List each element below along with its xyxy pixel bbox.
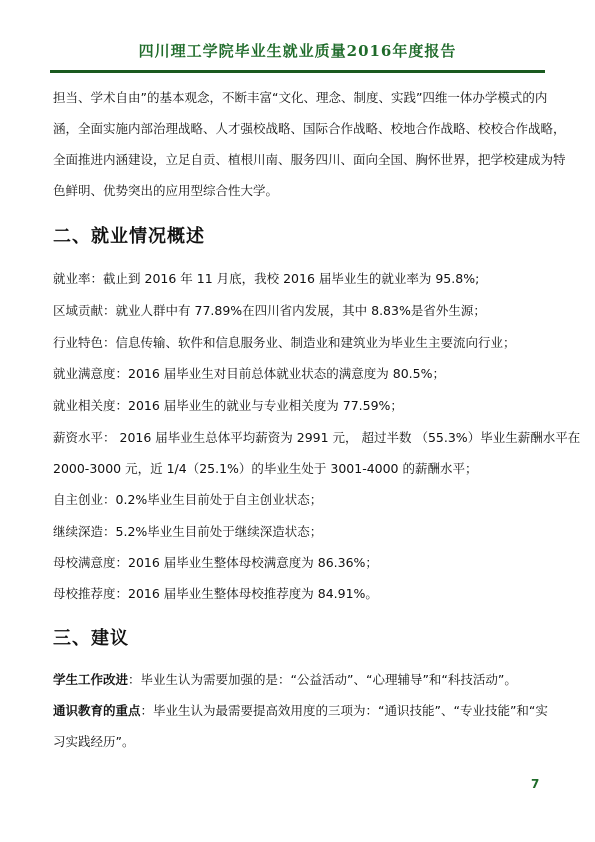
overview-item-text: 2016 届毕业生的就业与专业相关度为 77.59%；: [128, 398, 403, 413]
suggestion-item: [53, 701, 549, 719]
overview-item: [53, 428, 581, 446]
intro-line: 色鲜明、优势突出的应用型综合性大学。: [53, 183, 279, 198]
overview-item-text: 5.2%毕业生目前处于继续深造状态；: [115, 524, 323, 539]
overview-item-text: 就业人群中有 77.89%在四川省内发展，其中 8.83%是省外生源；: [115, 303, 486, 318]
overview-item-label: 薪资水平：: [53, 430, 116, 445]
overview-item-text: 2016 届毕业生整体母校推荐度为 84.91%。: [128, 586, 378, 601]
intro-line: 全面推进内涵建设，立足自贡、植根川南、服务四川、面向全国、胸怀世界，把学校建成为特: [53, 152, 566, 167]
overview-item: [53, 333, 549, 351]
overview-item-text: 2016 届毕业生整体母校满意度为 86.36%；: [128, 555, 378, 570]
overview-item-text: 0.2%毕业生目前处于自主创业状态；: [115, 492, 323, 507]
intro-line: 涵，全面实施内部治理战略、人才强校战略、国际合作战略、校地合作战略、校校合作战略，: [53, 121, 566, 136]
suggestion-item-label: 通识教育的重点: [53, 703, 141, 718]
overview-item: [53, 364, 549, 382]
suggestion-item-text: ：毕业生认为最需要提高效用度的三项为：“通识技能”、“专业技能”和“实: [140, 703, 548, 718]
overview-item-label: 自主创业：: [53, 492, 116, 507]
page-number: 7: [531, 777, 540, 791]
overview-item-text: 信息传输、软件和信息服务业、制造业和建筑业为毕业生主要流向行业；: [115, 335, 516, 350]
section-heading-suggestions: 三、建议: [53, 628, 129, 649]
suggestion-item-text: 习实践经历”。: [53, 734, 135, 749]
overview-item-label: 就业满意度：: [53, 366, 129, 381]
overview-item: [53, 490, 549, 508]
overview-item: [53, 459, 549, 477]
overview-item: [53, 553, 549, 571]
overview-item: [53, 396, 549, 414]
overview-item-label: 母校推荐度：: [53, 586, 129, 601]
overview-item-text: 截止到 2016 年 11 月底，我校 2016 届毕业生的就业率为 95.8%;: [103, 271, 480, 286]
overview-item-text: 2016 届毕业生对目前总体就业状态的满意度为 80.5%；: [128, 366, 445, 381]
report-header-title: 四川理工学院毕业生就业质量2016年度报告: [138, 42, 457, 60]
overview-item-label: 就业相关度：: [53, 398, 129, 413]
overview-item: [53, 584, 549, 602]
overview-item-label: 母校满意度：: [53, 555, 129, 570]
overview-item-label: 区域贡献：: [53, 303, 116, 318]
overview-item: [53, 522, 549, 540]
header-divider: [50, 70, 545, 73]
overview-item-label: 继续深造：: [53, 524, 116, 539]
section-heading-overview: 二、就业情况概述: [53, 226, 205, 247]
overview-item-label: 就业率：: [53, 271, 104, 286]
overview-item: [53, 269, 549, 287]
overview-item-label: 行业特色：: [53, 335, 116, 350]
suggestion-item-text: ：毕业生认为需要加强的是：“公益活动”、“心理辅导”和“科技活动”。: [128, 672, 517, 687]
suggestion-item: [53, 670, 549, 688]
suggestion-item: [53, 732, 549, 750]
overview-item-text: 2016 届毕业生总体平均薪资为 2991 元， 超过半数 （55.3%）毕业生薪酬水平在: [115, 430, 581, 445]
suggestion-item-label: 学生工作改进: [53, 672, 129, 687]
overview-item: [53, 301, 549, 319]
overview-item-text: 2000-3000 元，近 1/4（25.1%）的毕业生处于 3001-4000 的薪酬水平；: [53, 461, 478, 476]
intro-line: 担当、学术自由”的基本观念，不断丰富“文化、理念、制度、实践”四维一体办学模式的内: [53, 90, 548, 105]
